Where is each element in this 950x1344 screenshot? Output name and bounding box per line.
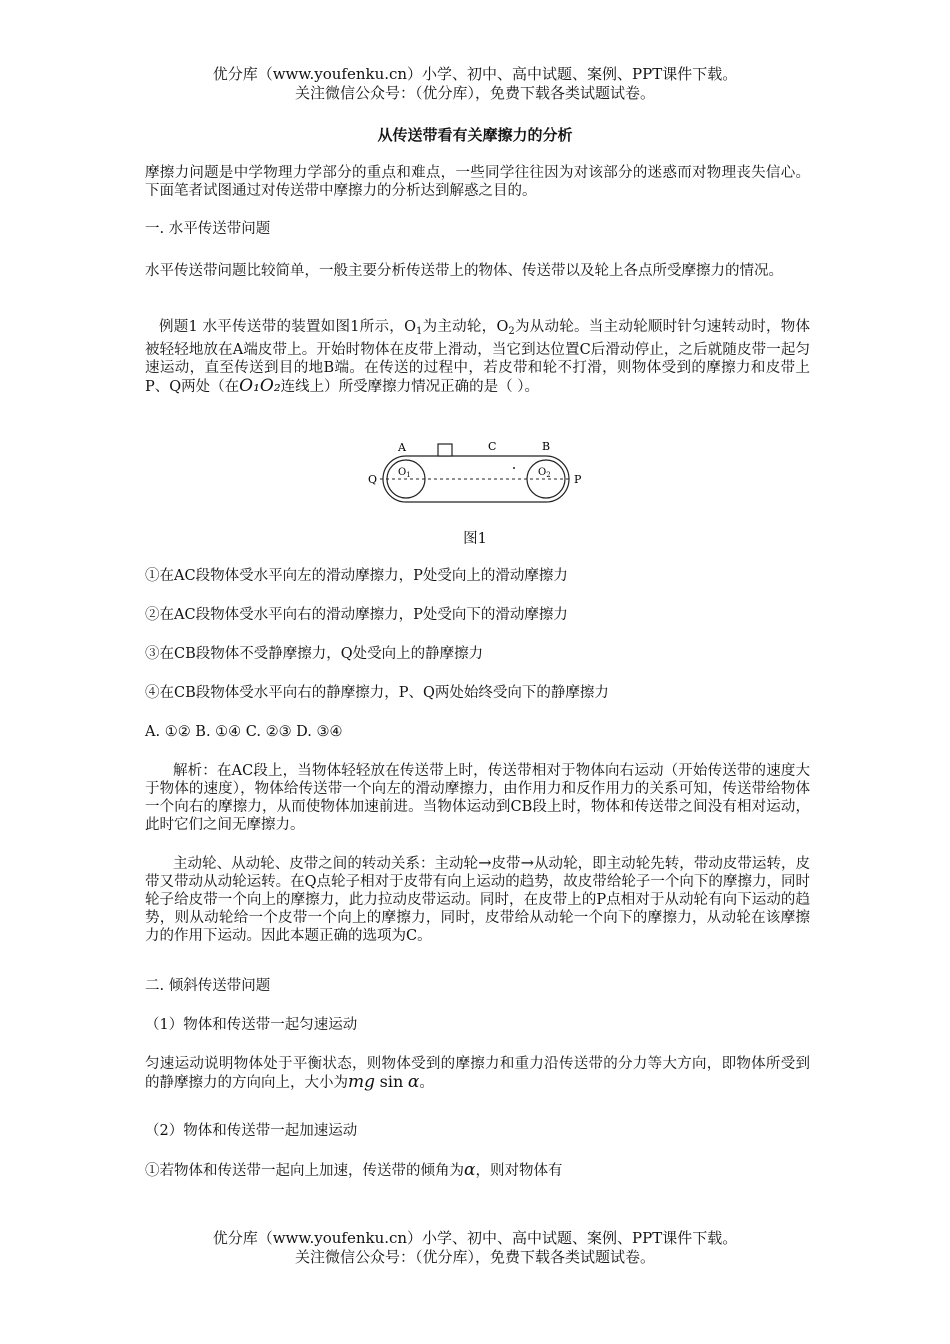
label-o2-letter: O (538, 467, 547, 478)
o1o2-math: O₁O₂ (239, 376, 281, 396)
example-1-paragraph (145, 318, 810, 396)
section-2-heading: 二. 倾斜传送带问题 (145, 978, 271, 994)
section-1-heading: 一. 水平传送带问题 (145, 221, 271, 237)
conveyor-belt-figure (366, 436, 586, 506)
answer-choices: A. ①② B. ①④ C. ②③ D. ③④ (145, 724, 343, 740)
section-2-sub-2: （2）物体和传送带一起加速运动 (145, 1123, 358, 1139)
math-alpha: α (407, 1072, 420, 1092)
math-mg: mg (348, 1072, 376, 1092)
section-2-sub-1-text (145, 1055, 810, 1092)
item1-text-a: ①若物体和传送带一起向上加速，传送带的倾角为 (145, 1163, 464, 1179)
section-2-item-1 (145, 1161, 810, 1180)
example-text-2: 为主动轮， (422, 319, 497, 335)
analysis-paragraph: 解析：在AC段上，当物体轻轻放在传送带上时，传送带相对于物体向右运动（开始传送带的速度大于物体的速度），物体给传送带一个向左的滑动摩擦力，由作用力和反作用力的关系可知，传送带给物体一个向右的摩擦力，从而使物体加速前进。当物体运动到CB段上时，物体和传送带之间没有相对运动，此时它们之间无摩擦力。 (145, 763, 810, 833)
point-c-mark (513, 467, 515, 469)
label-o2 (538, 467, 551, 479)
rotation-relation-paragraph (145, 854, 810, 945)
math-sin: sin (379, 1072, 404, 1091)
label-o1 (398, 467, 411, 479)
header-line-2: 关注微信公众号：（优分库），免费下载各类试题试卷。 (294, 84, 655, 102)
figure-1-caption: 图1 (463, 531, 487, 547)
footer-line-2: 关注微信公众号：（优分库），免费下载各类试题试卷。 (294, 1248, 655, 1266)
label-o1-sub: 1 (406, 471, 411, 479)
relation-text-3: 从动轮，即主动轮先转，带动皮带运转，皮带又带动从动轮运转。在Q点轮子相对于皮带有向上运动的趋势，故皮带给轮子一个向下的摩擦力，同时轮子给皮带一个向上的摩擦力，此力拉动皮带运动。同时，在皮带上的P点相对于从动轮有向下运动的趋势，则从动轮给一个皮带一个向上的摩擦力，同时，皮带给从动轮一个向下的摩擦力，从动轮在该摩擦力的作用下运动。因此本题正确的选项为C。 (145, 856, 811, 944)
label-p: P (574, 473, 582, 486)
option-2: ②在AC段物体受水平向右的滑动摩擦力，P处受向下的滑动摩擦力 (145, 607, 568, 623)
o1-subscript: 1 (415, 326, 423, 337)
label-o2-sub: 2 (546, 471, 551, 479)
item1-alpha: α (464, 1160, 476, 1180)
article-title: 从传送带看有关摩擦力的分析 (377, 126, 573, 144)
section-2-sub-1: （1）物体和传送带一起匀速运动 (145, 1017, 358, 1033)
section-1-description: 水平传送带问题比较简单，一般主要分析传送带上的物体、传送带以及轮上各点所受摩擦力的情况。 (145, 263, 783, 279)
item1-text-b: ，则对物体有 (475, 1163, 563, 1179)
label-a: A (398, 441, 406, 454)
right-arrow-icon: → (478, 853, 492, 872)
sub1-text: 匀速运动说明物体处于平衡状态，则物体受到的摩擦力和重力沿传送带的分力等大方向，即物体所受到的静摩擦力的方向向上，大小为 (145, 1056, 810, 1091)
intro-paragraph: 摩擦力问题是中学物理力学部分的重点和难点，一些同学往往因为对该部分的迷惑而对物理丧失信心。下面笔者试图通过对传送带中摩擦力的分析达到解惑之目的。 (145, 165, 810, 199)
label-b: B (542, 440, 551, 453)
option-1: ①在AC段物体受水平向左的滑动摩擦力，P处受向上的滑动摩擦力 (145, 568, 568, 584)
object-block (438, 444, 452, 456)
page-footer (0, 1229, 950, 1267)
label-q: Q (368, 473, 378, 486)
page-header (0, 65, 950, 103)
o2-label: O (496, 319, 509, 335)
option-4: ④在CB段物体受水平向右的静摩擦力，P、Q两处始终受向下的静摩擦力 (145, 685, 609, 701)
right-arrow-icon: → (520, 853, 534, 872)
label-c: C (488, 440, 497, 453)
footer-line-1: 优分库（www.youfenku.cn）小学、初中、高中试题、案例、PPT课件下载。 (212, 1229, 738, 1247)
example-text-1: 例题1 水平传送带的装置如图1所示， (159, 319, 405, 335)
header-line-1: 优分库（www.youfenku.cn）小学、初中、高中试题、案例、PPT课件下载。 (212, 65, 738, 83)
o2-subscript: 2 (508, 326, 515, 337)
o1-label: O (404, 319, 416, 335)
sub1-end: 。 (419, 1075, 434, 1091)
example-text-3: 为从动轮。当主动轮顺时针匀速转动时，物体被轻轻地放在A端皮带上。开始时物体在皮带上滑动，当它到达位置C后滑动停止，之后就随皮带一起匀速运动，直至传送到目的地B端。在传送的过程中，若皮带和轮不打滑，则物体受到的摩擦力和皮带上P、Q两处（在 (145, 319, 811, 395)
label-o1-letter: O (398, 467, 407, 478)
relation-text-2: 皮带 (491, 856, 521, 872)
relation-text-1: 主动轮、从动轮、皮带之间的转动关系：主动轮 (173, 856, 479, 872)
example-text-4: 连线上）所受摩擦力情况正确的是（ ）。 (280, 379, 540, 395)
option-3: ③在CB段物体不受静摩擦力，Q处受向上的静摩擦力 (145, 646, 484, 662)
